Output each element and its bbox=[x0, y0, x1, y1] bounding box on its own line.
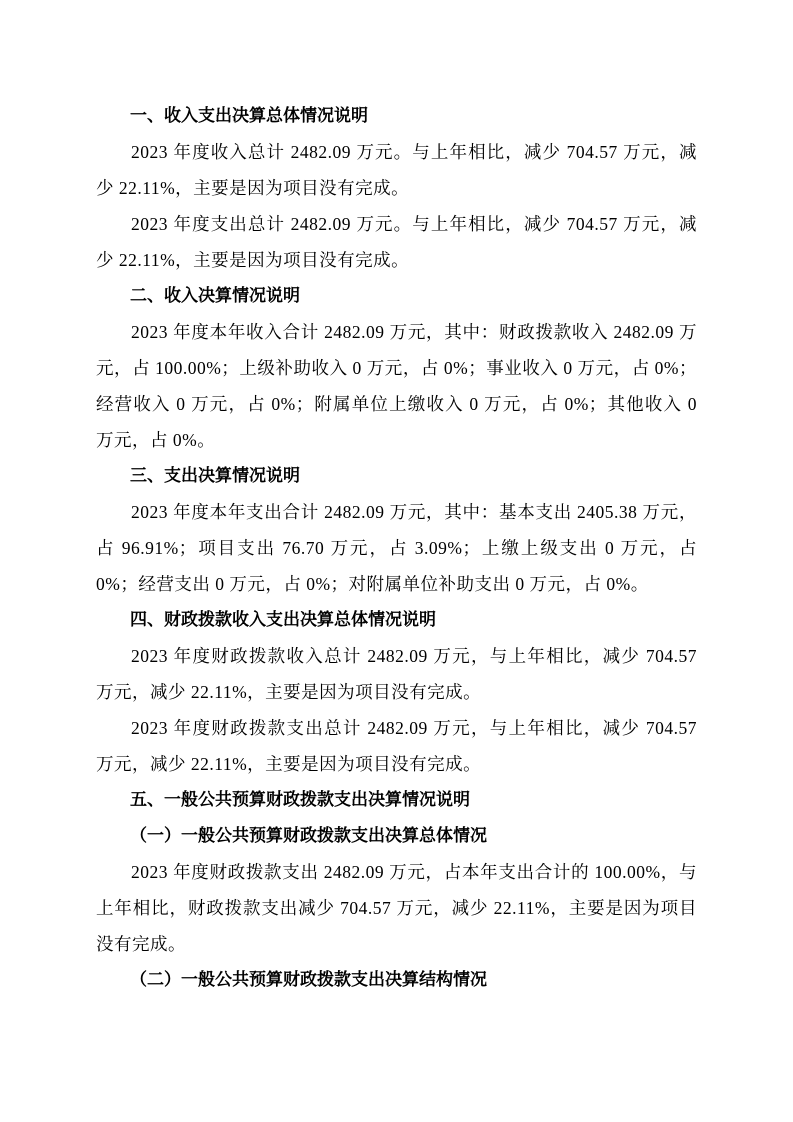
paragraph-income-details: 2023 年度本年收入合计 2482.09 万元，其中：财政拨款收入 2482.09 万元，占 100.00%；上级补助收入 0 万元，占 0%；事业收入 0 万元，占 0%；经营收入 0 万元，占 0%；附属单位上缴收入 0 万元，占 0%；其他收入 0 万元，占 0%。 bbox=[96, 322, 697, 450]
document-body bbox=[96, 98, 697, 998]
section-heading-income-details: 二、收入决算情况说明 bbox=[130, 286, 300, 305]
paragraph-expenditure-details: 2023 年度本年支出合计 2482.09 万元，其中：基本支出 2405.38 万元，占 96.91%；项目支出 76.70 万元，占 3.09%；上缴上级支出 0 万元，占 0%；经营支出 0 万元，占 0%；对附属单位补助支出 0 万元，占 0%。 bbox=[96, 502, 697, 594]
paragraph-total-expenditure: 2023 年度支出总计 2482.09 万元。与上年相比，减少 704.57 万元，减少 22.11%，主要是因为项目没有完成。 bbox=[96, 214, 697, 270]
subsection-heading-overall-situation: （一）一般公共预算财政拨款支出决算总体情况 bbox=[130, 826, 487, 845]
section-heading-public-budget-expenditure: 五、一般公共预算财政拨款支出决算情况说明 bbox=[130, 790, 470, 809]
section-heading-expenditure-details: 三、支出决算情况说明 bbox=[130, 466, 300, 485]
paragraph-fiscal-appropriation-expenditure: 2023 年度财政拨款支出总计 2482.09 万元，与上年相比，减少 704.57 万元，减少 22.11%，主要是因为项目没有完成。 bbox=[96, 718, 697, 774]
paragraph-public-budget-expenditure: 2023 年度财政拨款支出 2482.09 万元，占本年支出合计的 100.00%，与上年相比，财政拨款支出减少 704.57 万元，减少 22.11%，主要是因为项目没有完成。 bbox=[96, 862, 697, 954]
paragraph-fiscal-appropriation-income: 2023 年度财政拨款收入总计 2482.09 万元，与上年相比，减少 704.57 万元，减少 22.11%，主要是因为项目没有完成。 bbox=[96, 646, 697, 702]
section-heading-fiscal-appropriation-overview: 四、财政拨款收入支出决算总体情况说明 bbox=[130, 610, 436, 629]
section-heading-income-expenditure-overview: 一、收入支出决算总体情况说明 bbox=[130, 106, 368, 125]
subsection-heading-structure-situation: （二）一般公共预算财政拨款支出决算结构情况 bbox=[130, 970, 487, 989]
paragraph-total-income: 2023 年度收入总计 2482.09 万元。与上年相比，减少 704.57 万元，减少 22.11%，主要是因为项目没有完成。 bbox=[96, 142, 697, 198]
